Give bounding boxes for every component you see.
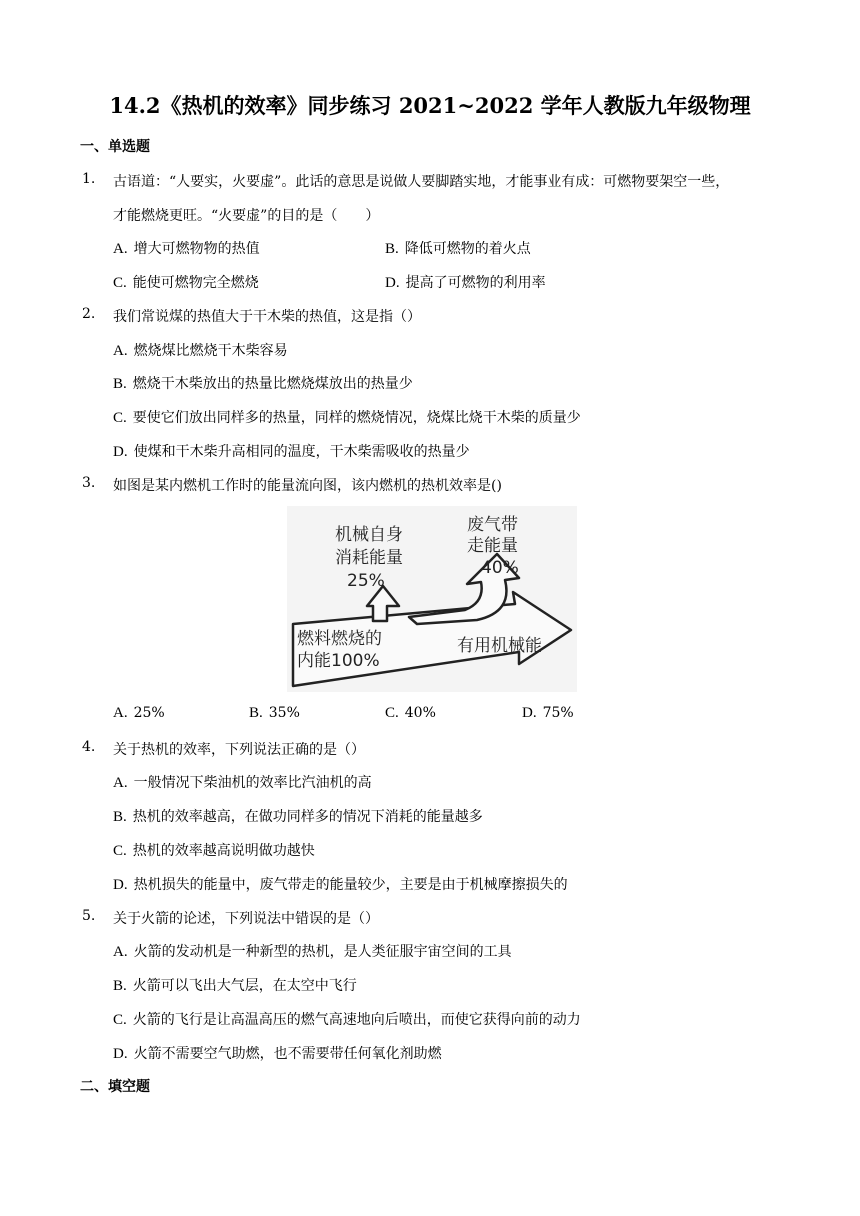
machine-loss-label: 机械自身: [335, 525, 403, 545]
question-text-line: 关于热机的效率，下列说法正确的是（）: [113, 742, 365, 758]
option-b[interactable]: [385, 238, 531, 258]
option-text: 提高了可燃物的利用率: [405, 275, 546, 291]
option-text: 一般情况下柴油机的效率比汽油机的高: [133, 775, 372, 791]
machine-loss-label: 消耗能量: [335, 548, 403, 568]
option-text: 75%: [542, 705, 574, 721]
fuel-energy-label: 内能100%: [297, 651, 380, 671]
useful-energy-label: 有用机械能: [457, 636, 542, 656]
option-b[interactable]: [113, 373, 413, 393]
option-c[interactable]: [113, 1009, 581, 1029]
option-d[interactable]: [113, 874, 568, 894]
option-c[interactable]: [113, 272, 259, 292]
option-letter: A.: [113, 343, 128, 359]
option-letter: A.: [113, 705, 128, 721]
question-number: 1.: [82, 171, 96, 187]
option-letter: C.: [113, 843, 127, 859]
option-a[interactable]: [113, 340, 288, 360]
option-letter: C.: [113, 275, 127, 291]
exhaust-loss-label: 走能量: [467, 536, 518, 556]
option-b[interactable]: [249, 705, 300, 722]
option-letter: B.: [249, 705, 263, 721]
option-letter: B.: [385, 241, 399, 257]
option-letter: C.: [385, 705, 399, 721]
option-text: 火箭的发动机是一种新型的热机，是人类征服宇宙空间的工具: [133, 944, 512, 960]
option-a[interactable]: [113, 705, 165, 722]
option-text: 降低可燃物的着火点: [404, 241, 531, 257]
option-d[interactable]: [385, 272, 546, 292]
question-number: 4.: [82, 739, 96, 755]
option-letter: C.: [113, 410, 127, 426]
option-text: 热机的效率越高，在做功同样多的情况下消耗的能量越多: [132, 809, 483, 825]
option-text: 热机的效率越高说明做功越快: [132, 843, 315, 859]
question-text-line: 关于火箭的论述，下列说法中错误的是（）: [113, 911, 379, 927]
option-d[interactable]: [113, 441, 470, 461]
section-heading-fill-in: 二、填空题: [80, 1079, 150, 1095]
option-text: 火箭的飞行是让高温高压的燃气高速地向后喷出，而使它获得向前的动力: [132, 1012, 581, 1028]
option-letter: D.: [113, 1046, 128, 1062]
option-text: 增大可燃物物的热值: [133, 241, 260, 257]
option-text: 使煤和干木柴升高相同的温度，干木柴需吸收的热量少: [133, 444, 470, 460]
question-number: 2.: [82, 306, 96, 322]
option-letter: C.: [113, 1012, 127, 1028]
option-a[interactable]: [113, 941, 512, 961]
exhaust-loss-percent: 40%: [481, 558, 519, 578]
question-text-line: 我们常说煤的热值大于干木柴的热值，这是指（）: [113, 309, 421, 325]
option-text: 燃烧煤比燃烧干木柴容易: [133, 343, 288, 359]
option-letter: B.: [113, 809, 127, 825]
option-letter: B.: [113, 978, 127, 994]
question-number: 3.: [82, 475, 96, 491]
option-d[interactable]: [113, 1043, 442, 1063]
option-letter: D.: [113, 444, 128, 460]
question-text-line: 如图是某内燃机工作时的能量流向图，该内燃机的热机效率是(): [113, 478, 502, 494]
option-text: 能使可燃物完全燃烧: [132, 275, 259, 291]
option-letter: A.: [113, 241, 128, 257]
option-text: 要使它们放出同样多的热量，同样的燃烧情况，烧煤比烧干木柴的质量少: [132, 410, 581, 426]
option-d[interactable]: [522, 705, 574, 722]
option-text: 25%: [133, 705, 165, 721]
option-letter: D.: [113, 877, 128, 893]
question-text-line: 才能燃烧更旺。“火要虚”的目的是（ ）: [113, 208, 380, 224]
option-letter: B.: [113, 376, 127, 392]
option-text: 35%: [268, 705, 300, 721]
option-letter: D.: [385, 275, 400, 291]
option-a[interactable]: [113, 772, 372, 792]
option-c[interactable]: [385, 705, 436, 722]
section-heading-single-choice: 一、单选题: [80, 139, 150, 155]
question-number: 5.: [82, 908, 96, 924]
option-c[interactable]: [113, 840, 315, 860]
option-letter: A.: [113, 775, 128, 791]
page-title: 14.2《热机的效率》同步练习 2021~2022 学年人教版九年级物理: [109, 93, 751, 118]
fuel-energy-label: 燃料燃烧的: [297, 629, 382, 649]
machine-loss-percent: 25%: [347, 571, 385, 591]
option-letter: D.: [522, 705, 537, 721]
option-text: 燃烧干木柴放出的热量比燃烧煤放出的热量少: [132, 376, 413, 392]
question-text-line: 古语道：“人要实，火要虚”。此话的意思是说做人要脚踏实地，才能事业有成：可燃物要架空一些，: [113, 174, 730, 190]
option-c[interactable]: [113, 407, 581, 427]
option-b[interactable]: [113, 975, 357, 995]
option-text: 火箭不需要空气助燃，也不需要带任何氧化剂助燃: [133, 1046, 442, 1062]
option-a[interactable]: [113, 238, 260, 258]
option-text: 火箭可以飞出大气层，在太空中飞行: [132, 978, 357, 994]
option-letter: A.: [113, 944, 128, 960]
option-b[interactable]: [113, 806, 483, 826]
energy-flow-diagram: [287, 506, 577, 692]
exhaust-loss-label: 废气带: [467, 515, 518, 535]
option-text: 热机损失的能量中，废气带走的能量较少，主要是由于机械摩擦损失的: [133, 877, 568, 893]
option-text: 40%: [404, 705, 436, 721]
